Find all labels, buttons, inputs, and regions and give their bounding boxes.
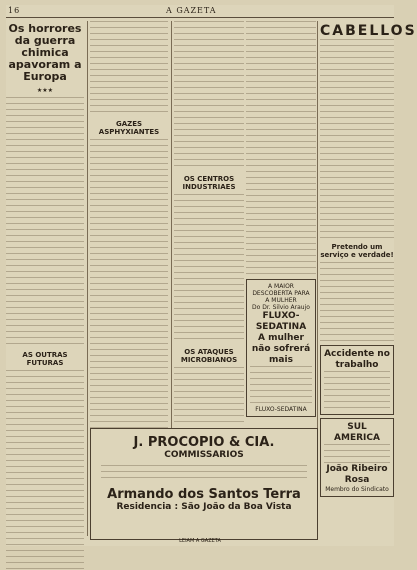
column-1 bbox=[6, 21, 84, 536]
ad-author: Do Dr. Silvio Araujo bbox=[252, 304, 310, 311]
ad-company: J. PROCOPIO & CIA. bbox=[133, 435, 275, 450]
ad-headline: Accidente no trabalho bbox=[324, 349, 390, 370]
ad-address bbox=[91, 502, 317, 513]
article-text-block bbox=[90, 21, 168, 116]
article-text-block bbox=[320, 262, 394, 342]
newspaper-page bbox=[6, 5, 417, 546]
ad-product: FLUXO-SEDATINA bbox=[255, 311, 307, 332]
ad-text-block bbox=[250, 366, 312, 406]
article-text-block bbox=[320, 39, 394, 239]
article-subhead: OS CENTROS INDUSTRIAES bbox=[182, 175, 236, 191]
ad-type: COMMISSARIOS bbox=[164, 450, 244, 460]
page-number: 16 bbox=[8, 6, 21, 15]
ad-footer: Membro do Sindicato bbox=[325, 486, 389, 493]
article-text-block bbox=[174, 194, 244, 344]
ornament: ★★★ bbox=[36, 87, 54, 94]
advertisement bbox=[246, 279, 316, 417]
page-footer: LEIAM A GAZETA bbox=[179, 538, 221, 544]
ad-text-block bbox=[101, 465, 307, 483]
ad-text-block bbox=[324, 371, 390, 411]
ad-company: SUL AMERICA bbox=[334, 422, 380, 443]
ad-text-block bbox=[324, 444, 390, 464]
ad-name: Armando dos Santos Terra bbox=[107, 487, 301, 502]
ad-title: CABELLOS bbox=[320, 23, 417, 39]
ad-kicker: A MAIOR DESCOBERTA PARA A MULHER bbox=[252, 283, 310, 304]
advertisement bbox=[320, 345, 394, 415]
address-value: São João da Boa Vista bbox=[181, 502, 292, 512]
article-text-block bbox=[174, 367, 244, 427]
ad-headline: A mulher não sofrerá mais bbox=[251, 333, 311, 365]
column-5 bbox=[320, 21, 417, 536]
advertisement bbox=[320, 418, 394, 497]
address-label: Residencia : bbox=[116, 502, 179, 512]
column-rule bbox=[87, 21, 88, 536]
article-subhead: Pretendo um serviço e verdade! bbox=[320, 243, 394, 259]
article-text-block bbox=[90, 139, 168, 429]
article-text-block bbox=[174, 21, 244, 171]
ad-product-repeat: FLUXO-SEDATINA bbox=[255, 406, 307, 413]
ad-contact-name: João Ribeiro Rosa bbox=[326, 464, 388, 485]
article-subhead: OS ATAQUES MICROBIANOS bbox=[180, 348, 238, 364]
advertisement-procopio bbox=[90, 428, 318, 540]
article-subhead: GAZES ASPHYXIANTES bbox=[98, 120, 160, 136]
article-headline: Os horrores da guerra chimica apavoram a Europa bbox=[8, 22, 82, 83]
masthead bbox=[6, 5, 394, 18]
newspaper-name: A GAZETA bbox=[166, 6, 217, 15]
article-subhead: AS OUTRAS FUTURAS bbox=[22, 351, 68, 367]
article-text-block bbox=[6, 97, 84, 347]
article-text-block bbox=[246, 21, 316, 276]
